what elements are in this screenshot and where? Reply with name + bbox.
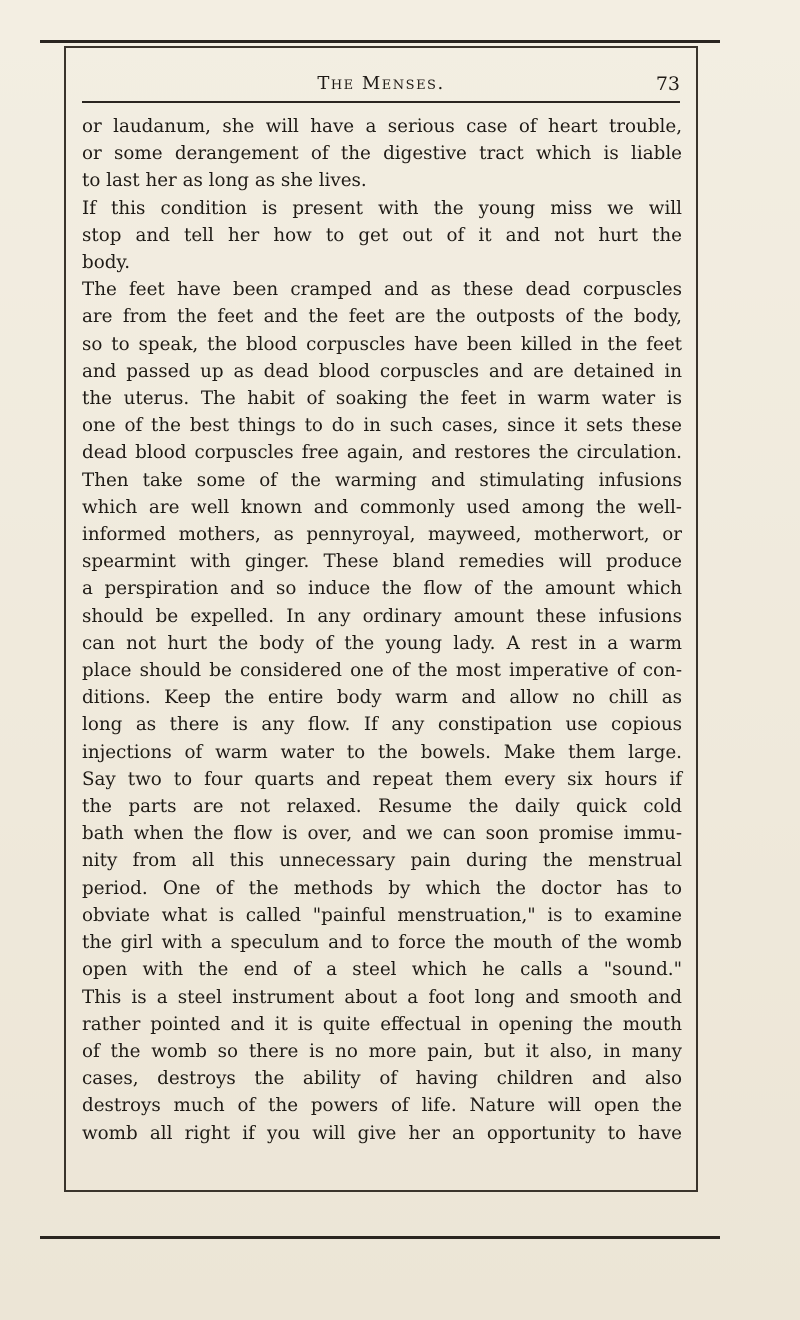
text-line: stop and tell her how to get out of it and not hurt the	[82, 224, 682, 246]
text-line: ditions. Keep the entire body warm and allow no chill as	[82, 687, 682, 709]
text-line: place should be considered one of the most imperative of con-	[82, 660, 682, 682]
text-line: long as there is any flow. If any constipation use copious	[82, 714, 682, 736]
text-line: The feet have been cramped and as these dead corpuscles	[82, 279, 682, 301]
text-line: dead blood corpuscles free again, and restores the circulation.	[82, 442, 682, 464]
text-line: This is a steel instrument about a foot long and smooth and	[82, 986, 682, 1008]
header-rule	[82, 101, 680, 103]
text-line: of the womb so there is no more pain, but it also, in many	[82, 1040, 682, 1062]
text-line: injections of warm water to the bowels. Make them large.	[82, 741, 682, 763]
text-line: one of the best things to do in such cases, since it sets these	[82, 415, 682, 437]
text-line: the uterus. The habit of soaking the feet in warm water is	[82, 388, 682, 410]
text-line: Say two to four quarts and repeat them every six hours if	[82, 768, 682, 790]
text-line: open with the end of a steel which he calls a "sound."	[82, 959, 682, 981]
text-line: nity from all this unnecessary pain during the menstrual	[82, 850, 682, 872]
text-line: If this condition is present with the young miss we will	[82, 197, 682, 219]
body-text	[82, 113, 682, 1147]
text-line: destroys much of the powers of life. Nature will open the	[82, 1095, 682, 1117]
text-line: rather pointed and it is quite effectual in opening the mouth	[82, 1013, 682, 1035]
text-line: a perspiration and so induce the flow of the amount which	[82, 578, 682, 600]
text-line: body.	[82, 252, 131, 274]
text-line: to last her as long as she lives.	[82, 170, 367, 192]
page-number: 73	[655, 73, 680, 95]
text-line: cases, destroys the ability of having children and also	[82, 1068, 682, 1090]
text-line: can not hurt the body of the young lady. A rest in a warm	[82, 632, 682, 654]
text-line: are from the feet and the feet are the outposts of the body,	[82, 306, 682, 328]
text-line: so to speak, the blood corpuscles have been killed in the feet	[82, 333, 682, 355]
text-line: Then take some of the warming and stimulating infusions	[82, 469, 682, 491]
text-line: or laudanum, she will have a serious case of heart trouble,	[82, 116, 682, 137]
running-head: The Menses.	[317, 73, 445, 94]
page-header	[82, 73, 680, 103]
text-line: or some derangement of the digestive tract which is liable	[82, 143, 682, 165]
bottom-border-rule	[40, 1236, 720, 1239]
text-line: informed mothers, as pennyroyal, mayweed, motherwort, or	[82, 524, 682, 546]
text-line: obviate what is called "painful menstruation," is to examine	[82, 904, 682, 926]
text-line: should be expelled. In any ordinary amount these infusions	[82, 605, 682, 627]
text-line: bath when the flow is over, and we can soon promise immu-	[82, 823, 682, 845]
text-line: womb all right if you will give her an opportunity to have	[82, 1122, 682, 1144]
text-line: spearmint with ginger. These bland remedies will produce	[82, 551, 682, 573]
text-line: the girl with a speculum and to force the mouth of the womb	[82, 932, 682, 954]
text-line: period. One of the methods by which the doctor has to	[82, 877, 682, 899]
text-line: the parts are not relaxed. Resume the daily quick cold	[82, 796, 682, 818]
text-line: and passed up as dead blood corpuscles and are detained in	[82, 360, 682, 382]
text-line: which are well known and commonly used among the well-	[82, 496, 682, 518]
top-border-rule	[40, 40, 720, 43]
